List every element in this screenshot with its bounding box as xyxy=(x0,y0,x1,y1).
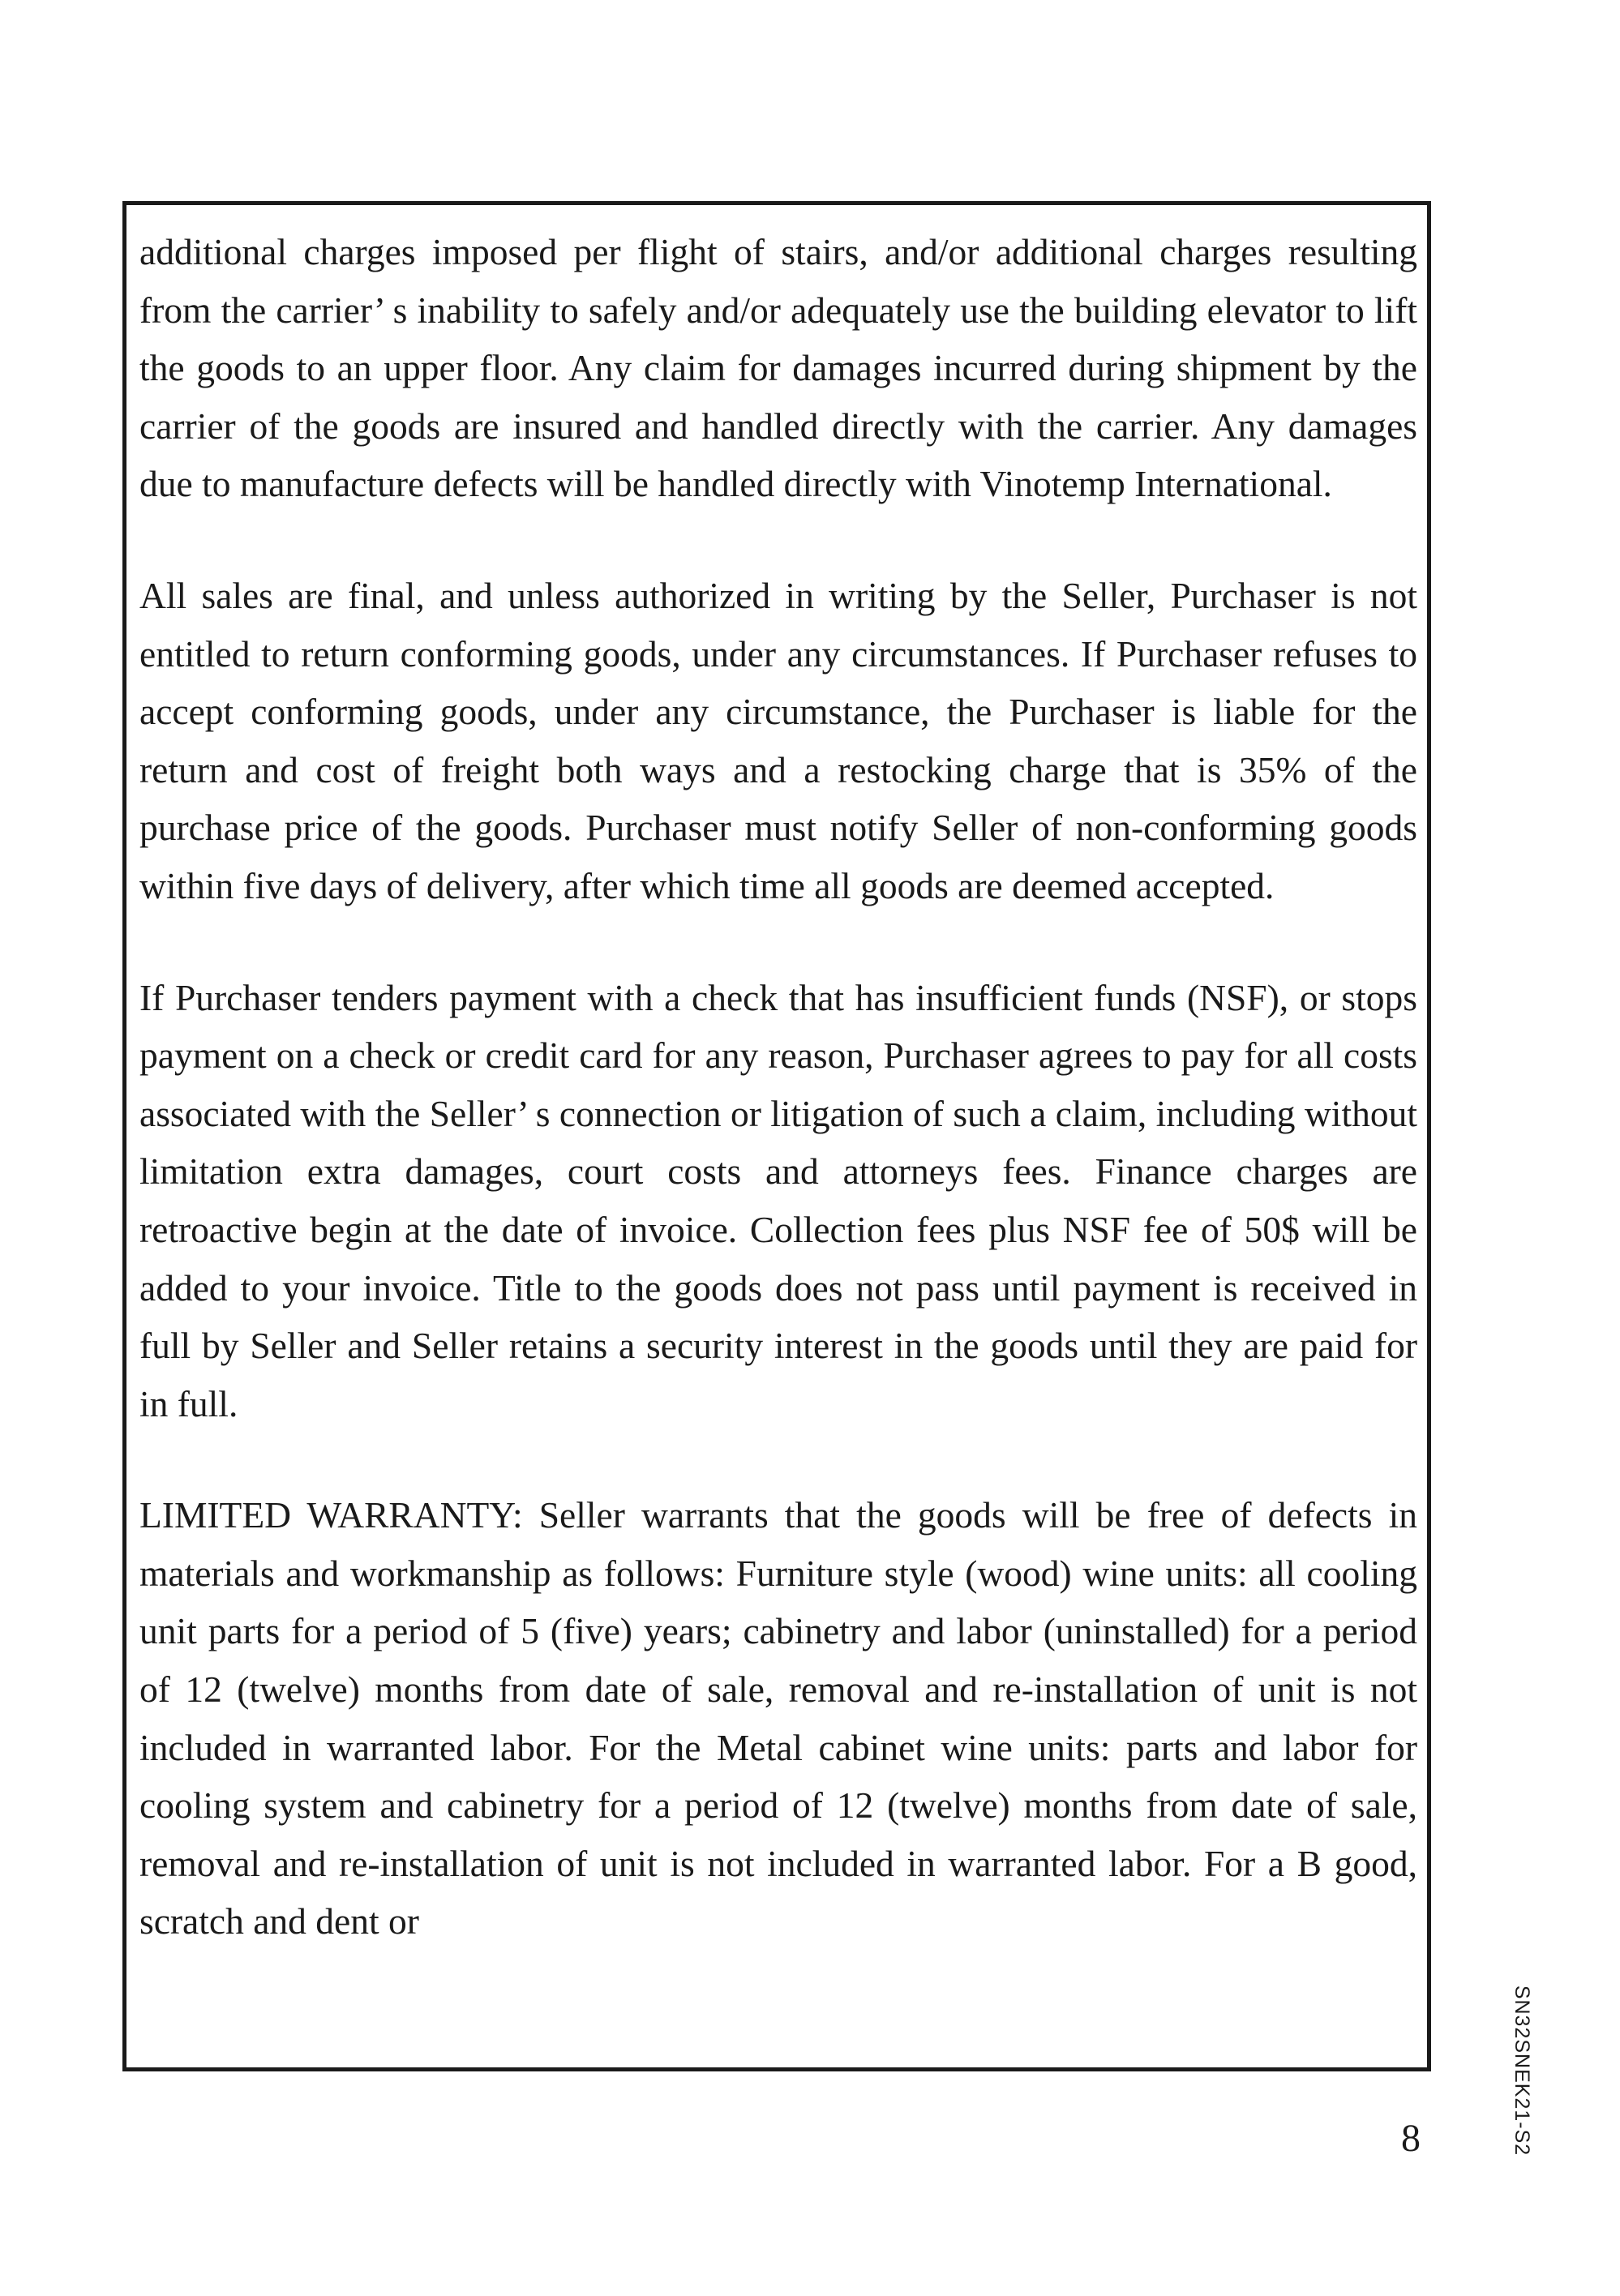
paragraph-returns-policy: All sales are final, and unless authorized in writing by the Seller, Purchaser is not entitled to return conforming goods, under any circumstances. If Purchaser refuses to accept conforming goods, under any circumstance, the Purchaser is liable for the return and cost of freight both ways and a restocking charge that is 35% of the purchase price of the goods. Purchaser must notify Seller of non-conforming goods within five days of delivery, after which time all goods are deemed accepted. xyxy=(139,574,1417,906)
document-code: SN32SNEK21-S2 xyxy=(1511,1985,1533,2157)
paragraph-payment-terms: If Purchaser tenders payment with a check that has insufficient funds (NSF), or stops payment on a check or credit card for any reason, Purchaser agrees to pay for all costs associated with the Seller’ s connection or litigation of such a claim, including without limitation extra damages, court costs and attorneys fees. Finance charges are retroactive begin at the date of invoice. Collection fees plus NSF fee of 50$ will be added to your invoice. Title to the goods does not pass until payment is received in full by Seller and Seller retains a security interest in the goods until they are paid for in full. xyxy=(139,976,1417,1424)
paragraph-limited-warranty: LIMITED WARRANTY: Seller warrants that the goods will be free of defects in materials and workmanship as follows: Furniture style (wood) wine units: all cooling unit parts for a period of 5 (five) years; cabinetry and labor (uninstalled) for a period of 12 (twelve) months from date of sale, removal and re-installation of unit is not included in warranted labor. For the Metal cabinet wine units: parts and labor for cooling system and cabinetry for a period of 12 (twelve) months from date of sale, removal and re-installation of unit is not included in warranted labor. For a B good, scratch and dent or xyxy=(139,1494,1417,1943)
paragraph-delivery-charges: additional charges imposed per flight of stairs, and/or additional charges resulting from the carrier’ s inability to safely and/or adequately use the building elevator to lift the goods to an upper floor. Any claim for damages incurred during shipment by the carrier of the goods are insured and handled directly with the carrier. Any damages due to manufacture defects will be handled directly with Vinotemp International. xyxy=(139,231,1417,505)
page-number: 8 xyxy=(1401,2117,1421,2160)
terms-and-conditions-box xyxy=(122,201,1431,2071)
